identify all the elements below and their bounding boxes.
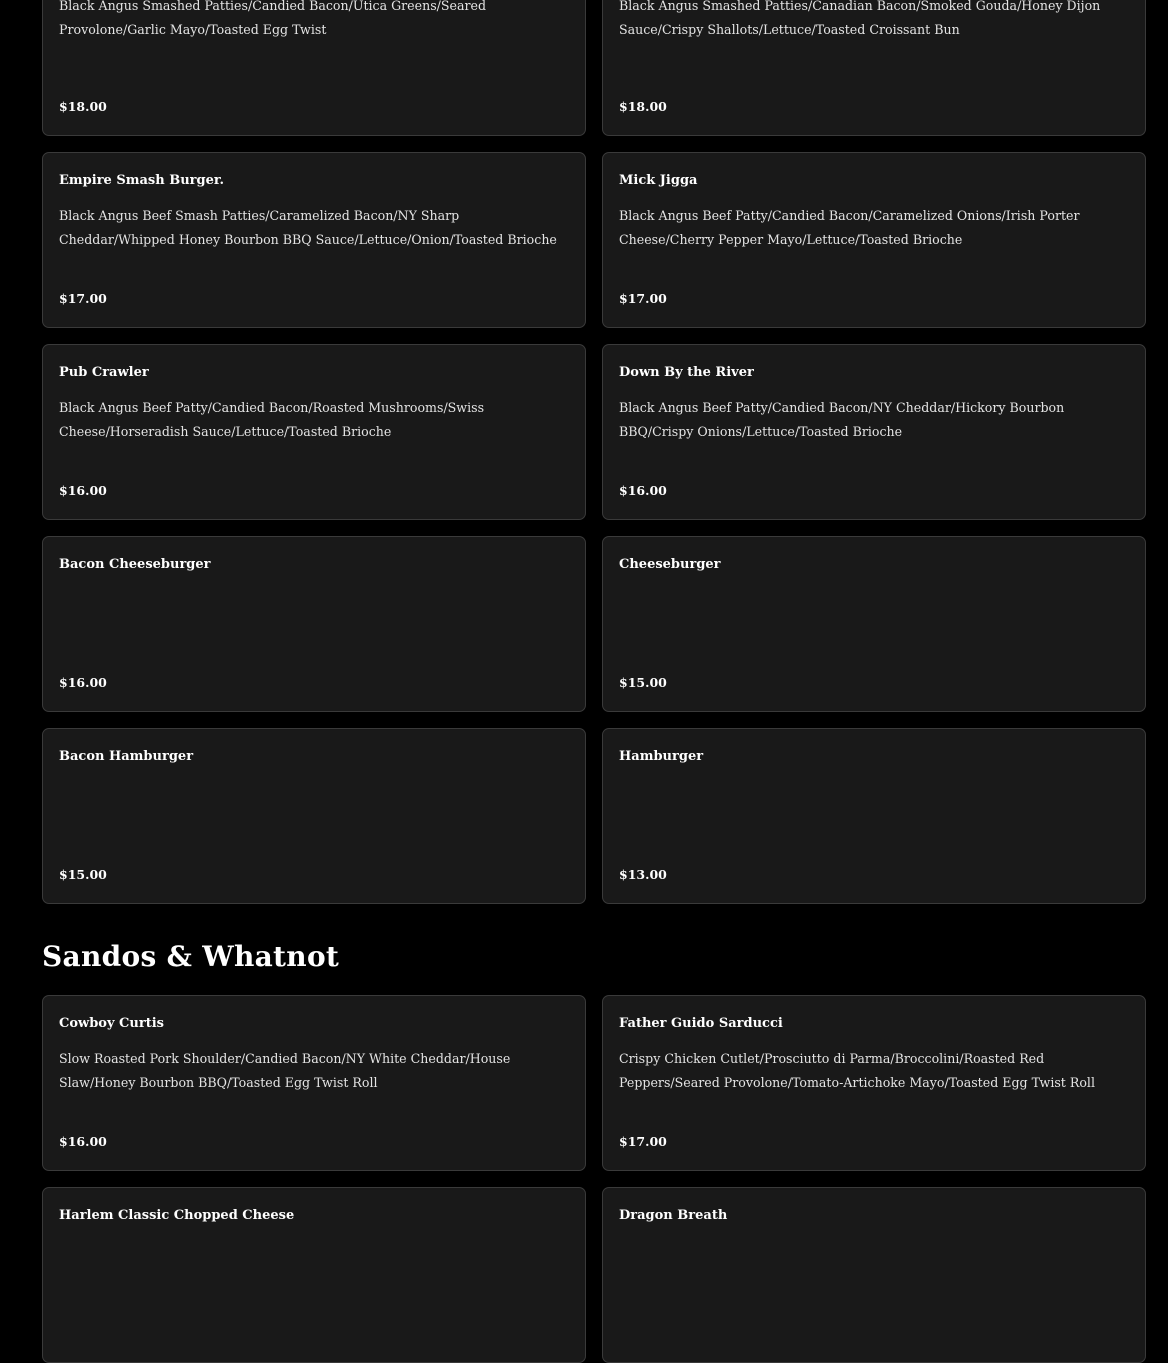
menu-item-name: Bacon Hamburger	[59, 749, 194, 764]
menu-item-name: Down By the River	[619, 365, 754, 380]
menu-item-name: Bacon Cheeseburger	[59, 557, 211, 572]
menu-item-description: Slow Roasted Pork Shoulder/Candied Bacon/NY White Cheddar/House Slaw/Honey Bourbon BBQ/Toasted Egg Twist Roll	[59, 1051, 511, 1090]
menu-item-card[interactable]	[42, 728, 586, 904]
menu-item-price: $13.00	[619, 867, 667, 882]
menu-item-card[interactable]	[602, 1187, 1146, 1363]
menu-item-card[interactable]	[42, 995, 586, 1171]
menu-item-card[interactable]	[602, 152, 1146, 328]
menu-item-name: Hamburger	[619, 749, 704, 764]
menu-item-price: $16.00	[59, 483, 107, 498]
menu-item-name: Dragon Breath	[619, 1208, 728, 1223]
menu-item-price: $16.00	[59, 1134, 107, 1149]
menu-item-card[interactable]	[602, 536, 1146, 712]
menu-item-name: Harlem Classic Chopped Cheese	[59, 1208, 295, 1223]
menu-item-description: Black Angus Beef Smash Patties/Caramelized Bacon/NY Sharp Cheddar/Whipped Honey Bourbon BBQ Sauce/Lettuce/Onion/Toasted Brioche	[59, 208, 557, 247]
menu-item-name: Pub Crawler	[59, 365, 149, 380]
menu-item-card[interactable]	[602, 0, 1146, 136]
menu-item-description: Black Angus Beef Patty/Candied Bacon/NY Cheddar/Hickory Bourbon BBQ/Crispy Onions/Lettuce/Toasted Brioche	[619, 400, 1065, 439]
menu-item-description: Crispy Chicken Cutlet/Prosciutto di Parma/Broccolini/Roasted Red Peppers/Seared Provolone/Tomato-Artichoke Mayo/Toasted Egg Twist Roll	[619, 1051, 1095, 1090]
sandos-menu-grid	[42, 995, 1146, 1363]
menu-item-price: $18.00	[619, 99, 667, 114]
menu-item-card[interactable]	[42, 1187, 586, 1363]
menu-item-description: Black Angus Smashed Patties/Candied Bacon/Utica Greens/Seared Provolone/Garlic Mayo/Toasted Egg Twist	[59, 0, 487, 37]
menu-item-price: $15.00	[59, 867, 107, 882]
menu-item-card[interactable]	[602, 344, 1146, 520]
menu-item-name: Mick Jigga	[619, 173, 698, 188]
menu-item-name: Cowboy Curtis	[59, 1016, 164, 1031]
menu-item-card[interactable]	[42, 344, 586, 520]
menu-item-price: $17.00	[619, 1134, 667, 1149]
menu-item-card[interactable]	[602, 995, 1146, 1171]
menu-item-description: Black Angus Smashed Patties/Canadian Bacon/Smoked Gouda/Honey Dijon Sauce/Crispy Shallots/Lettuce/Toasted Croissant Bun	[619, 0, 1101, 37]
menu-item-price: $16.00	[619, 483, 667, 498]
menu-item-card[interactable]	[42, 536, 586, 712]
menu-item-description: Black Angus Beef Patty/Candied Bacon/Caramelized Onions/Irish Porter Cheese/Cherry Pepper Mayo/Lettuce/Toasted Brioche	[619, 208, 1080, 247]
menu-item-name: Cheeseburger	[619, 557, 721, 572]
menu-item-price: $17.00	[59, 291, 107, 306]
burgers-menu-grid	[42, 0, 1146, 904]
menu-item-card[interactable]	[42, 0, 586, 136]
menu-item-price: $17.00	[619, 291, 667, 306]
menu-item-price: $18.00	[59, 99, 107, 114]
menu-item-name: Father Guido Sarducci	[619, 1016, 783, 1031]
menu-item-name: Empire Smash Burger.	[59, 173, 225, 188]
menu-item-card[interactable]	[602, 728, 1146, 904]
menu-item-card[interactable]	[42, 152, 586, 328]
menu-item-price: $15.00	[619, 675, 667, 690]
menu-item-description: Black Angus Beef Patty/Candied Bacon/Roasted Mushrooms/Swiss Cheese/Horseradish Sauce/Lettuce/Toasted Brioche	[59, 400, 485, 439]
menu-item-price: $16.00	[59, 675, 107, 690]
section-title: Sandos & Whatnot	[42, 940, 340, 973]
